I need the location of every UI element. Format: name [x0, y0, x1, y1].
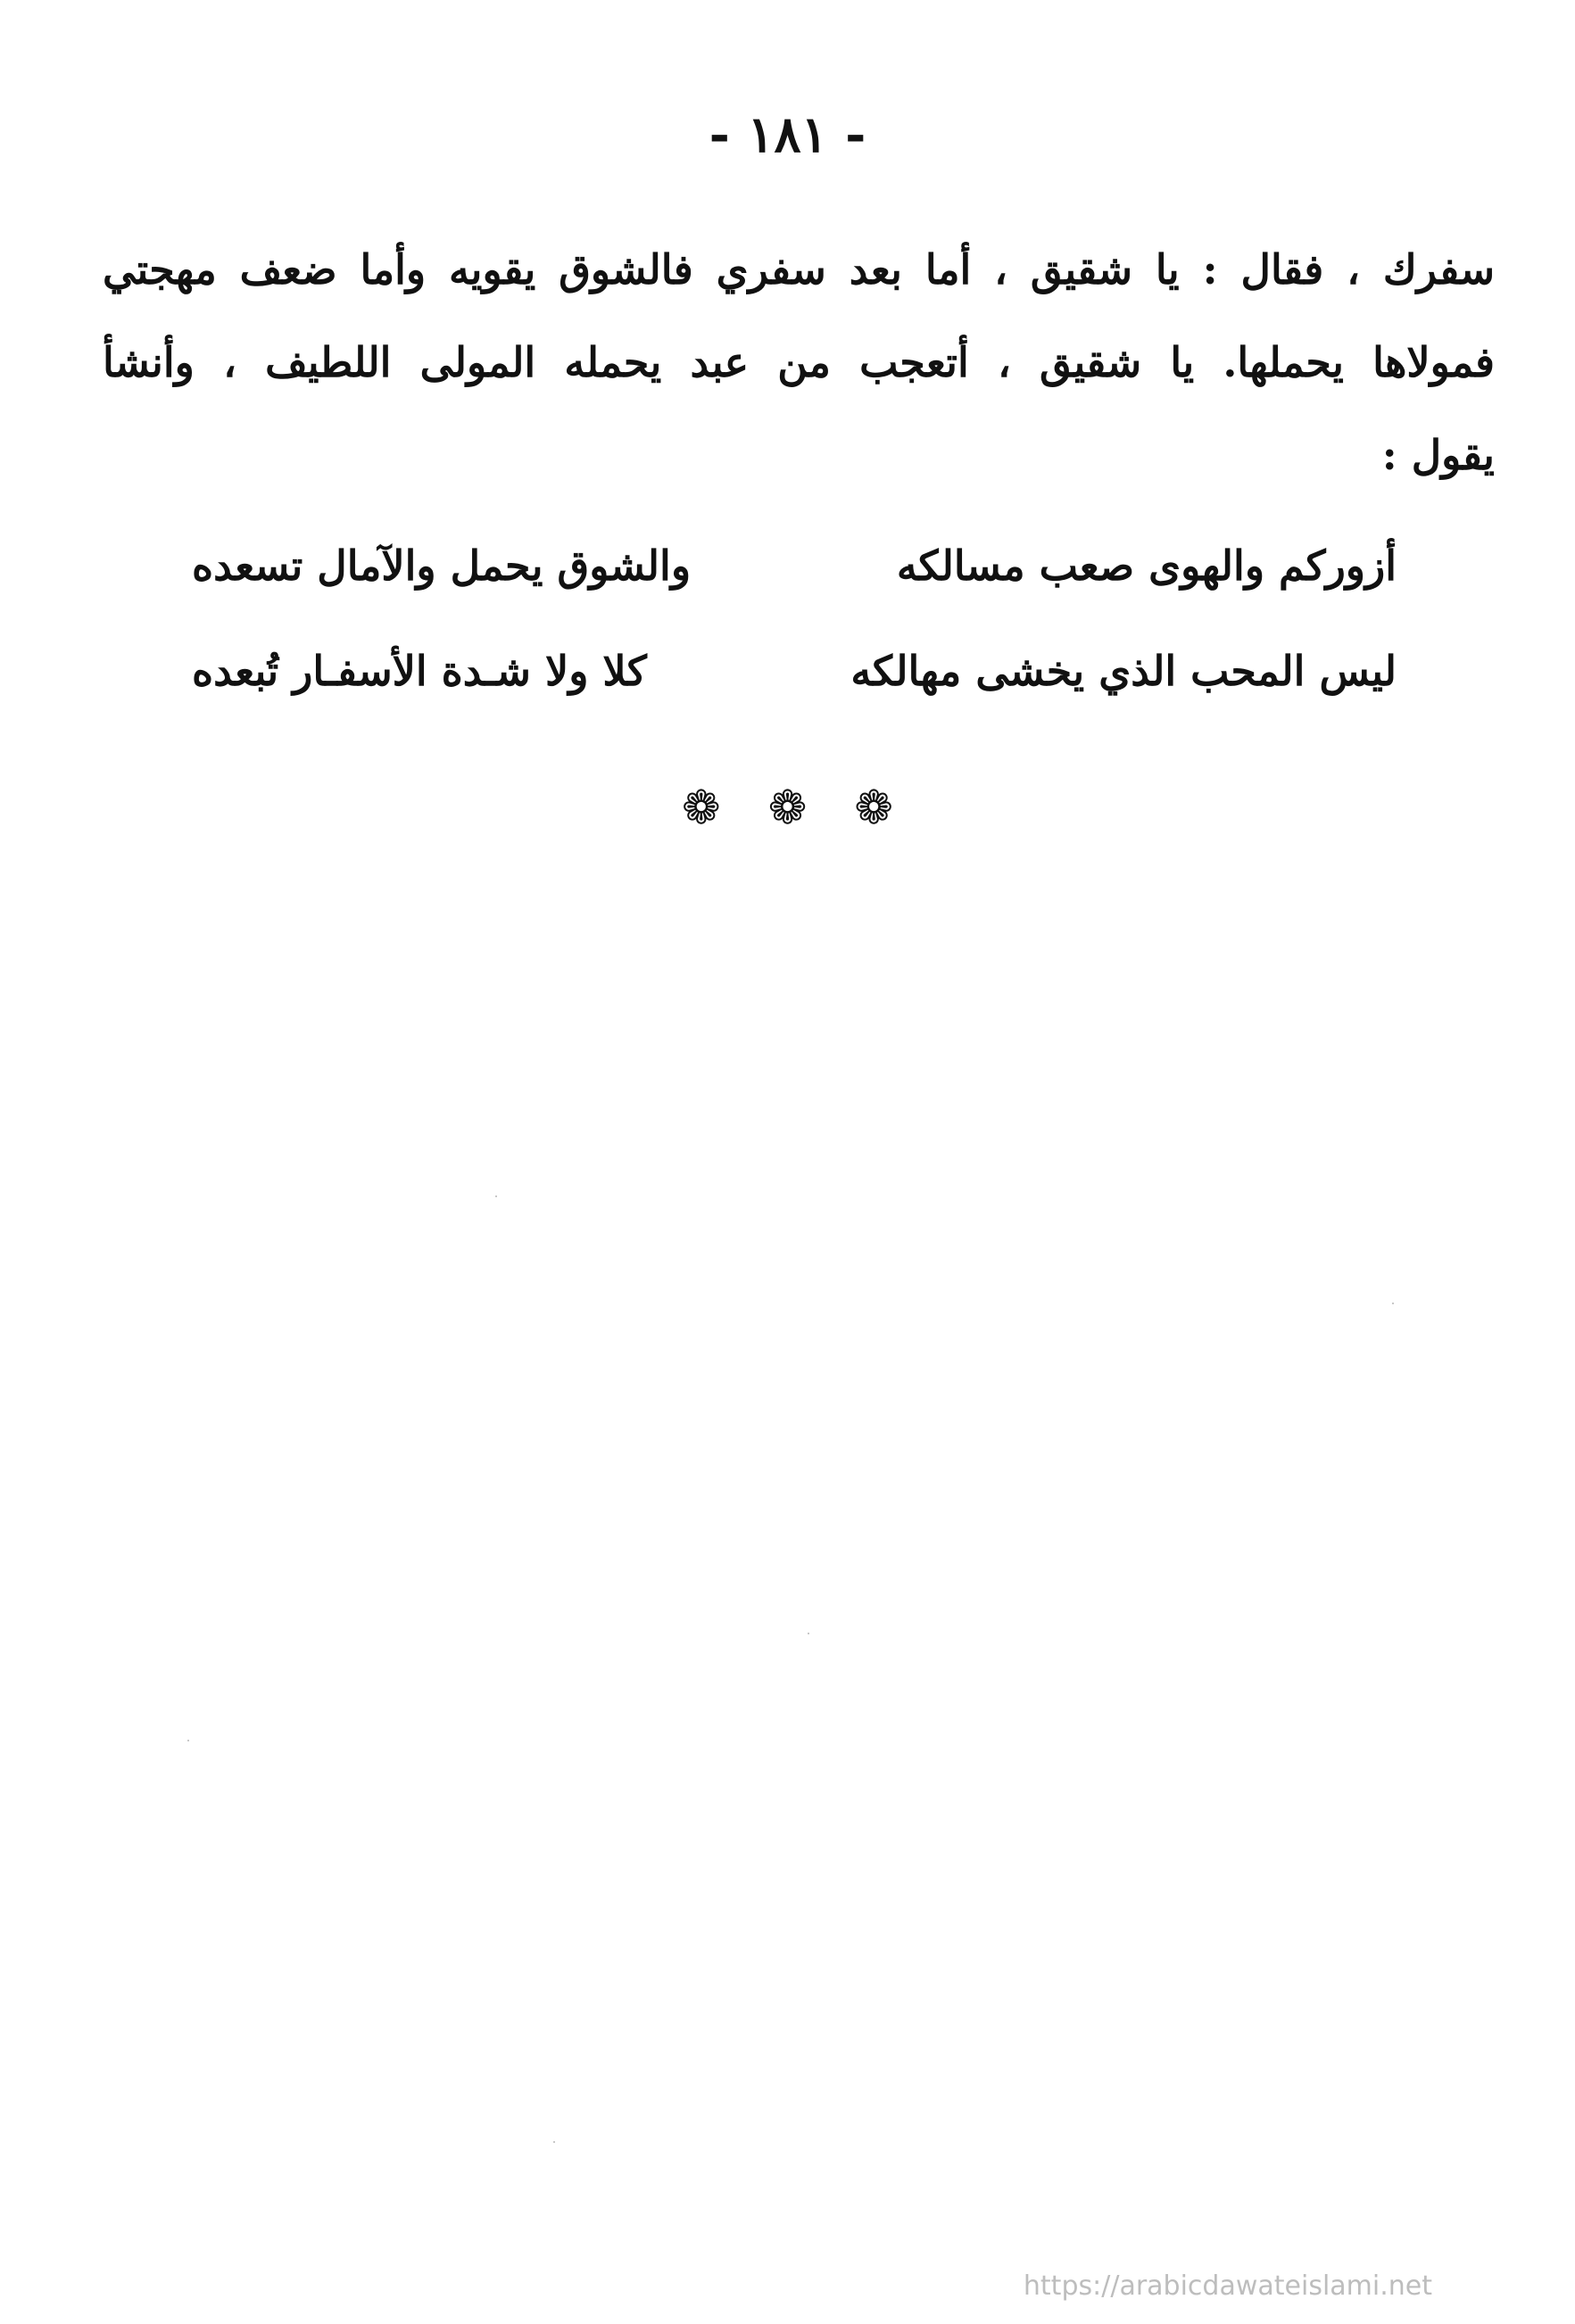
- flower-ornament-icon: ❁: [767, 782, 808, 835]
- prose-line: فمولاها يحملها. يا شقيق ، أتعجب من عبد يحمله المولى اللطيف ، وأنشأ: [103, 338, 1495, 386]
- scan-speck: [553, 2141, 555, 2143]
- verse-first-hemistich: أزوركم والهوى صعب مسالكه: [896, 542, 1397, 590]
- poem-verse: [192, 618, 1397, 724]
- scan-speck: [495, 1195, 497, 1197]
- flower-ornament-icon: ❁: [682, 782, 721, 835]
- scan-speck: [187, 1740, 189, 1741]
- section-divider: [0, 782, 1575, 835]
- flower-ornament-icon: ❁: [854, 782, 893, 835]
- verse-second-hemistich: كلا ولا شـدة الأسفـار تُبعده: [192, 647, 647, 695]
- verse-second-hemistich: والشوق يحمل والآمال تسعده: [192, 542, 692, 590]
- watermark-url: https://arabicdawateislami.net: [1023, 2270, 1432, 2302]
- scan-speck: [808, 1633, 809, 1634]
- poem: [192, 513, 1397, 724]
- verse-first-hemistich: ليس المحب الذي يخشى مهالكه: [850, 647, 1397, 695]
- page-number: - ١٨١ -: [709, 105, 866, 164]
- prose-paragraph: [103, 223, 1495, 501]
- poem-verse: [192, 513, 1397, 618]
- prose-line: يقول :: [1381, 431, 1495, 479]
- prose-line: سفرك ، فقال : يا شقيق ، أما بعد سفري فالشوق يقويه وأما ضعف مهجتي: [103, 245, 1495, 294]
- scan-speck: [1392, 1303, 1394, 1304]
